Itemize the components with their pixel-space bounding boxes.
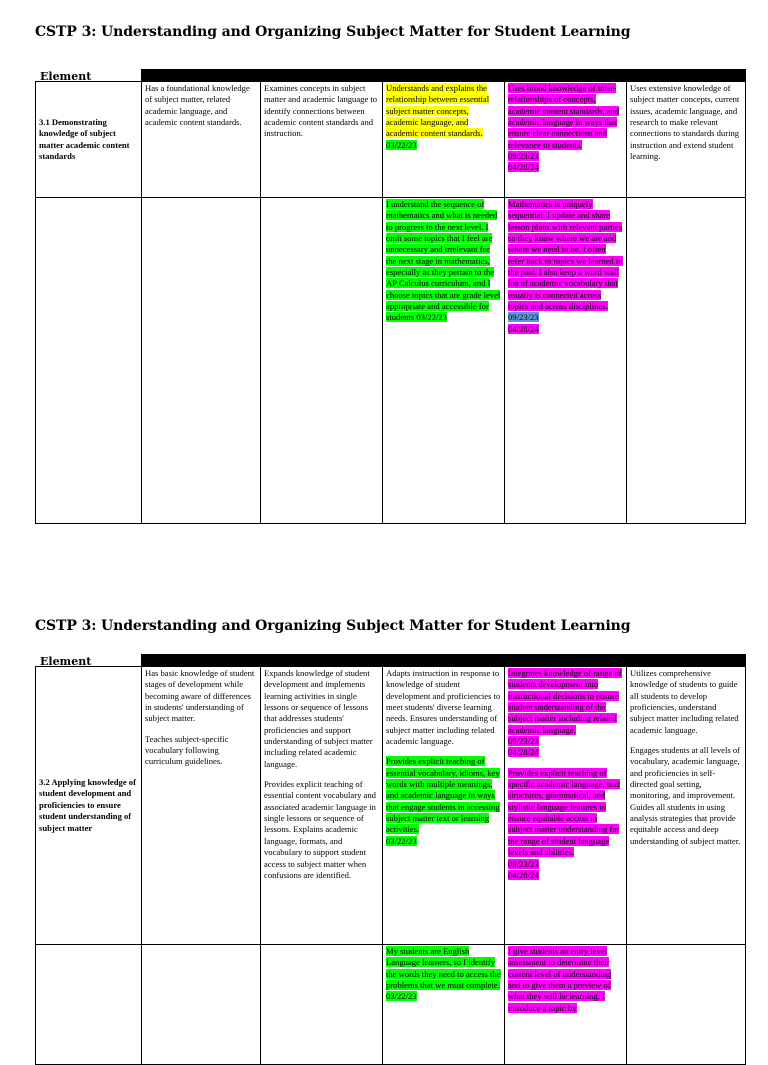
section1-evidence-row — [36, 198, 746, 524]
s2-level4-date-4: 04/28/24 — [508, 869, 539, 880]
section1-level-row — [36, 82, 746, 198]
s2-level4-date-3: 09/23/23 — [508, 858, 539, 869]
s2-evidence-empty-2 — [142, 945, 261, 1065]
section1-element-header: Element — [40, 70, 92, 83]
s1-evidence-empty-3 — [261, 198, 383, 524]
s2-level4-para-1: Integrates knowledge of range of students development into instructional decisions to ensure student understanding of the subject matter including related academic language. — [508, 668, 622, 735]
s1-level3-cell — [383, 82, 505, 198]
s2-evidence4-cell — [505, 945, 627, 1065]
section1-header-bar — [142, 70, 746, 82]
section1-header-row — [36, 70, 746, 82]
s1-evidence4-text: Mathematics is uniquely sequential. I update and share lesson plans with relevant parties so they know where we are and where we need to be. I often refer back to topics we learned in the past. I also keep a word wall list of academic vocabulary that usually is connected across topics and across disciplines. — [508, 199, 623, 312]
section1-element-cell: 3.1 Demonstrating knowledge of subject matter academic content standards — [36, 82, 142, 198]
s2-level4-para-2: Provides explicit teaching of specific academic language, text structures, grammatical, and stylistic language features to ensure equitable access to subject matter understanding for the range of student language levels and abilities. — [508, 767, 620, 858]
s1-evidence-empty-1 — [36, 198, 142, 524]
s2-evidence-empty-1 — [36, 945, 142, 1065]
s2-level5-para-2: Engages students at all levels of vocabulary, academic language, and proficiencies in self-directed goal setting, monitoring, and improvement. Guides all students in using analysis strategies that provide equitable access and deep understanding of subject matter. — [630, 745, 741, 846]
s2-level1-para-2: Teaches subject-specific vocabulary following curriculum guidelines. — [145, 733, 229, 767]
s1-level3-date: 03/22/23 — [386, 139, 417, 150]
s2-evidence4-text: I give students an entry level assessment to determine their current level of understanding and to give them a preview of what they will be learning. I introduce a topic by — [508, 946, 612, 1013]
section2-header-row — [36, 655, 746, 667]
section2-title: CSTP 3: Understanding and Organizing Subject Matter for Student Learning — [35, 618, 631, 634]
s1-level1-cell: Has a foundational knowledge of subject matter, related academic language, and academic content standards. — [142, 82, 261, 198]
s2-level3-para-1: Adapts instruction in response to knowledge of student development and proficiencies to meet students' diverse learning needs. Ensures understanding of subject matter including related academic language. — [386, 668, 501, 747]
section2-table — [35, 654, 746, 1065]
s2-level3-date: 03/22/23 — [386, 835, 417, 846]
s2-level2-para-1: Expands knowledge of student development and implements learning activities in single lessons or sequence of lessons that addresses students' proficiencies and support understanding of subject matter including related academic language. — [264, 668, 373, 769]
section1-title: CSTP 3: Understanding and Organizing Subject Matter for Student Learning — [35, 24, 631, 40]
section1-table — [35, 69, 746, 524]
s2-level2-para-2: Provides explicit teaching of essential content vocabulary and associated academic language in single lessons or sequence of lessons. Explains academic language, formats, and vocabulary to support student access to subject matter when confusions are identified. — [264, 779, 376, 880]
s1-evidence4-date-1: 09/23/23 — [508, 312, 539, 323]
s1-level2-cell: Examines concepts in subject matter and academic language to identify connections between academic content standards and instruction. — [261, 82, 383, 198]
s1-evidence4-date-2: 04/28/24 — [508, 323, 539, 334]
header-empty-cell — [36, 70, 142, 82]
s1-level4-date-1: 09/23/23 — [508, 151, 539, 162]
section2-level-row — [36, 667, 746, 945]
section2-header-bar — [142, 655, 746, 667]
s2-level2-cell — [261, 667, 383, 945]
s2-level3-para-2: Provides explicit teaching of essential vocabulary, idioms, key words with multiple meanings, and academic language in ways that engage students in accessing subject matter text or learning activities. — [386, 756, 500, 835]
s1-level4-text: Uses broad knowledge of inter-relationships of concepts, academic content standards, and academic language in ways that ensure clear connections and relevance to students. — [508, 83, 620, 150]
s1-level3-text-yellow: Understands and explains the relationship between essential subject matter concepts, academic language, and academic content standards. — [386, 83, 490, 139]
s2-level4-date-2: 04/28/24 — [508, 747, 539, 758]
s2-level1-cell — [142, 667, 261, 945]
s2-evidence3-text: My students are English Language learners, so I identify the words they need to access the problems that we must complete. 03/22/23 — [386, 946, 501, 1002]
header-empty-cell — [36, 655, 142, 667]
s1-level4-date-2: 04/28/24 — [508, 162, 539, 173]
section2-evidence-row — [36, 945, 746, 1065]
s1-level4-cell — [505, 82, 627, 198]
s1-level5-cell: Uses extensive knowledge of subject matter concepts, current issues, academic language, and research to make relevant connections to standards during instruction and extend student learning. — [627, 82, 746, 198]
s2-level5-para-1: Utilizes comprehensive knowledge of students to guide all students to develop proficiencies, understand subject matter including related academic language. — [630, 668, 739, 735]
s2-level4-date-1: 09/23/23 — [508, 736, 539, 747]
section2-element-header: Element — [40, 655, 92, 668]
s2-level3-cell — [383, 667, 505, 945]
s1-evidence3-text: I understand the sequence of mathematics and what is needed to progress to the next level. I omit some topics that I feel are unnecessary and irrelevant for the next stage in mathematics, especially as they pertain to the AP Calculus curriculum, and I choose topics that are grade level appropriate and accessible for students 03/22/23 — [386, 199, 501, 323]
s1-evidence-empty-2 — [142, 198, 261, 524]
s2-level1-para-1: Has basic knowledge of student stages of development while becoming aware of differences in students' understanding of subject matter. — [145, 668, 255, 724]
s2-evidence-empty-3 — [261, 945, 383, 1065]
section2-element-cell: 3.2 Applying knowledge of student development and proficiencies to ensure student understanding of subject matter — [36, 667, 142, 945]
s2-evidence3-cell — [383, 945, 505, 1065]
s2-level4-cell — [505, 667, 627, 945]
s1-evidence4-cell — [505, 198, 627, 524]
s2-evidence-empty-6 — [627, 945, 746, 1065]
s1-evidence-empty-6 — [627, 198, 746, 524]
s1-evidence3-cell — [383, 198, 505, 524]
s2-level5-cell — [627, 667, 746, 945]
